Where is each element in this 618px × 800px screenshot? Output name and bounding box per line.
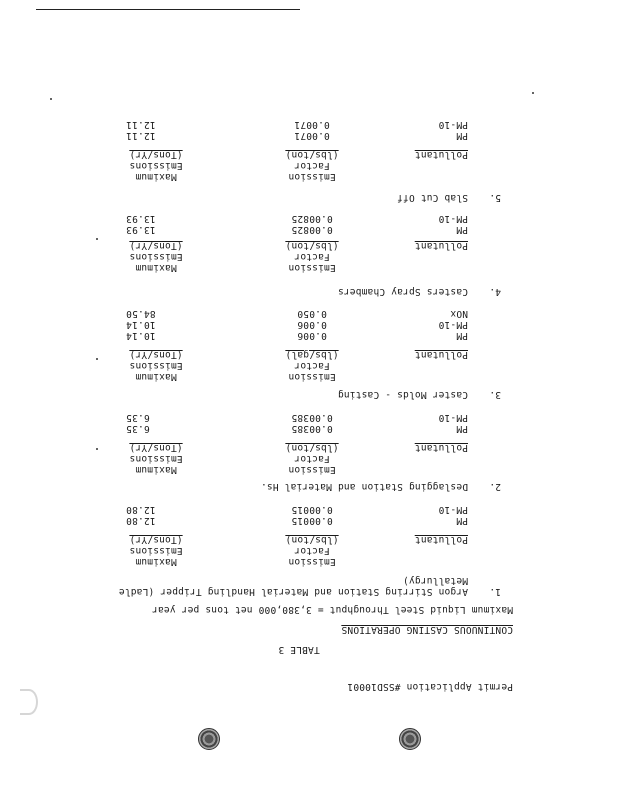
s3-row1-max: 10.14 <box>126 330 156 341</box>
s3-me-header-2: Emissions <box>129 360 183 371</box>
s5-me-header-3: (Tons/Yr) <box>129 149 183 160</box>
ef-header-1: Emission <box>288 556 336 567</box>
s4-row1-max: 13.93 <box>126 224 156 235</box>
s4-row1-pollutant: PM <box>456 224 468 235</box>
s4-pollutant-header: Pollutant <box>414 240 468 251</box>
scan-speck <box>50 98 52 100</box>
s2-row1-pollutant: PM <box>456 423 468 434</box>
s4-ef-header-1: Emission <box>288 262 336 273</box>
s3-ef-header-3: (lbs/gal) <box>285 349 339 360</box>
s4-me-header-2: Emissions <box>129 251 183 262</box>
s1-row2-max: 12.80 <box>126 504 156 515</box>
s5-row1-factor: 0.0071 <box>294 130 330 141</box>
s5-ef-header-2: Factor <box>294 160 330 171</box>
s5-row2-pollutant: PM-10 <box>438 119 468 130</box>
s3-row1-pollutant: PM <box>456 330 468 341</box>
s3-row2-max: 10.14 <box>126 319 156 330</box>
s2-me-header-3: (Tons/Yr) <box>129 442 183 453</box>
s4-ef-header-2: Factor <box>294 251 330 262</box>
s5-me-header-2: Emissions <box>129 160 183 171</box>
ef-header-3: (lbs/ton) <box>285 534 339 545</box>
scan-speck <box>96 358 98 360</box>
s1-row2-factor: 0.00015 <box>291 504 333 515</box>
section-5-title: Slab Cut Off <box>396 192 468 203</box>
scan-edge-line <box>36 9 300 10</box>
pollutant-header: Pollutant <box>414 534 468 545</box>
section-2-title: Deslagging Station and Material Hs. <box>260 481 468 492</box>
s1-row1-factor: 0.00015 <box>291 515 333 526</box>
throughput-note: Maximum Liquid Steel Throughput = 3,380,000 net tons per year <box>151 604 513 615</box>
s2-me-header-2: Emissions <box>129 453 183 464</box>
s1-row2-pollutant: PM-10 <box>438 504 468 515</box>
s5-row2-factor: 0.0071 <box>294 119 330 130</box>
s3-ef-header-1: Emission <box>288 371 336 382</box>
permit-number: Permit Application #SSD10001 <box>347 681 513 692</box>
scan-speck <box>96 238 98 240</box>
s3-row2-pollutant: PM-10 <box>438 319 468 330</box>
s3-row1-factor: 0.006 <box>297 330 327 341</box>
section-1-number: 1. <box>489 586 501 597</box>
me-header-3: (Tons/Yr) <box>129 534 183 545</box>
me-header-2: Emissions <box>129 545 183 556</box>
s4-me-header-1: Maximum <box>135 262 177 273</box>
s3-row3-max: 84.50 <box>126 308 156 319</box>
s5-row1-max: 12.11 <box>126 130 156 141</box>
s2-row2-factor: 0.00385 <box>291 412 333 423</box>
s4-me-header-3: (Tons/Yr) <box>129 240 183 251</box>
scan-speck <box>532 92 534 94</box>
section-1-title-cont: Metallurgy) <box>402 575 468 586</box>
table-title: TABLE 3 <box>278 644 320 655</box>
s1-row1-pollutant: PM <box>456 515 468 526</box>
s5-me-header-1: Maximum <box>135 171 177 182</box>
section-3-title: Caster Molds - Casting <box>337 389 468 400</box>
section-title: CONTINUOUS CASTING OPERATIONS <box>341 624 513 635</box>
s5-pollutant-header: Pollutant <box>414 149 468 160</box>
s4-row1-factor: 0.00825 <box>291 224 333 235</box>
s3-ef-header-2: Factor <box>294 360 330 371</box>
s4-ef-header-3: (lbs/ton) <box>285 240 339 251</box>
s2-ef-header-1: Emission <box>288 464 336 475</box>
punch-hole-right <box>198 728 220 750</box>
s5-ef-header-1: Emission <box>288 171 336 182</box>
s2-pollutant-header: Pollutant <box>414 442 468 453</box>
s2-row1-max: 6.35 <box>126 423 150 434</box>
scan-mark-arc <box>20 689 38 715</box>
s2-row2-max: 6.35 <box>126 412 150 423</box>
s2-me-header-1: Maximum <box>135 464 177 475</box>
s1-row1-max: 12.80 <box>126 515 156 526</box>
s2-ef-header-3: (lbs/ton) <box>285 442 339 453</box>
s4-row2-max: 13.93 <box>126 213 156 224</box>
s2-row2-pollutant: PM-10 <box>438 412 468 423</box>
section-2-number: 2. <box>489 481 501 492</box>
section-1-title: Argon Stirring Station and Material Handling Tripper (Ladle <box>118 586 468 597</box>
me-header-1: Maximum <box>135 556 177 567</box>
s2-ef-header-2: Factor <box>294 453 330 464</box>
ef-header-2: Factor <box>294 545 330 556</box>
s3-me-header-3: (Tons/Yr) <box>129 349 183 360</box>
s4-row2-pollutant: PM-10 <box>438 213 468 224</box>
s5-row2-max: 12.11 <box>126 119 156 130</box>
section-4-title: Casters Spray Chambers <box>337 286 468 297</box>
scan-speck <box>96 448 98 450</box>
section-4-number: 4. <box>489 286 501 297</box>
s3-me-header-1: Maximum <box>135 371 177 382</box>
s4-row2-factor: 0.00825 <box>291 213 333 224</box>
s3-row2-factor: 0.006 <box>297 319 327 330</box>
s5-ef-header-3: (lbs/ton) <box>285 149 339 160</box>
s2-row1-factor: 0.00385 <box>291 423 333 434</box>
s3-row3-pollutant: NOx <box>450 308 468 319</box>
section-3-number: 3. <box>489 389 501 400</box>
s3-row3-factor: 0.050 <box>297 308 327 319</box>
s5-row1-pollutant: PM <box>456 130 468 141</box>
section-5-number: 5. <box>489 192 501 203</box>
s3-pollutant-header: Pollutant <box>414 349 468 360</box>
punch-hole-left <box>399 728 421 750</box>
